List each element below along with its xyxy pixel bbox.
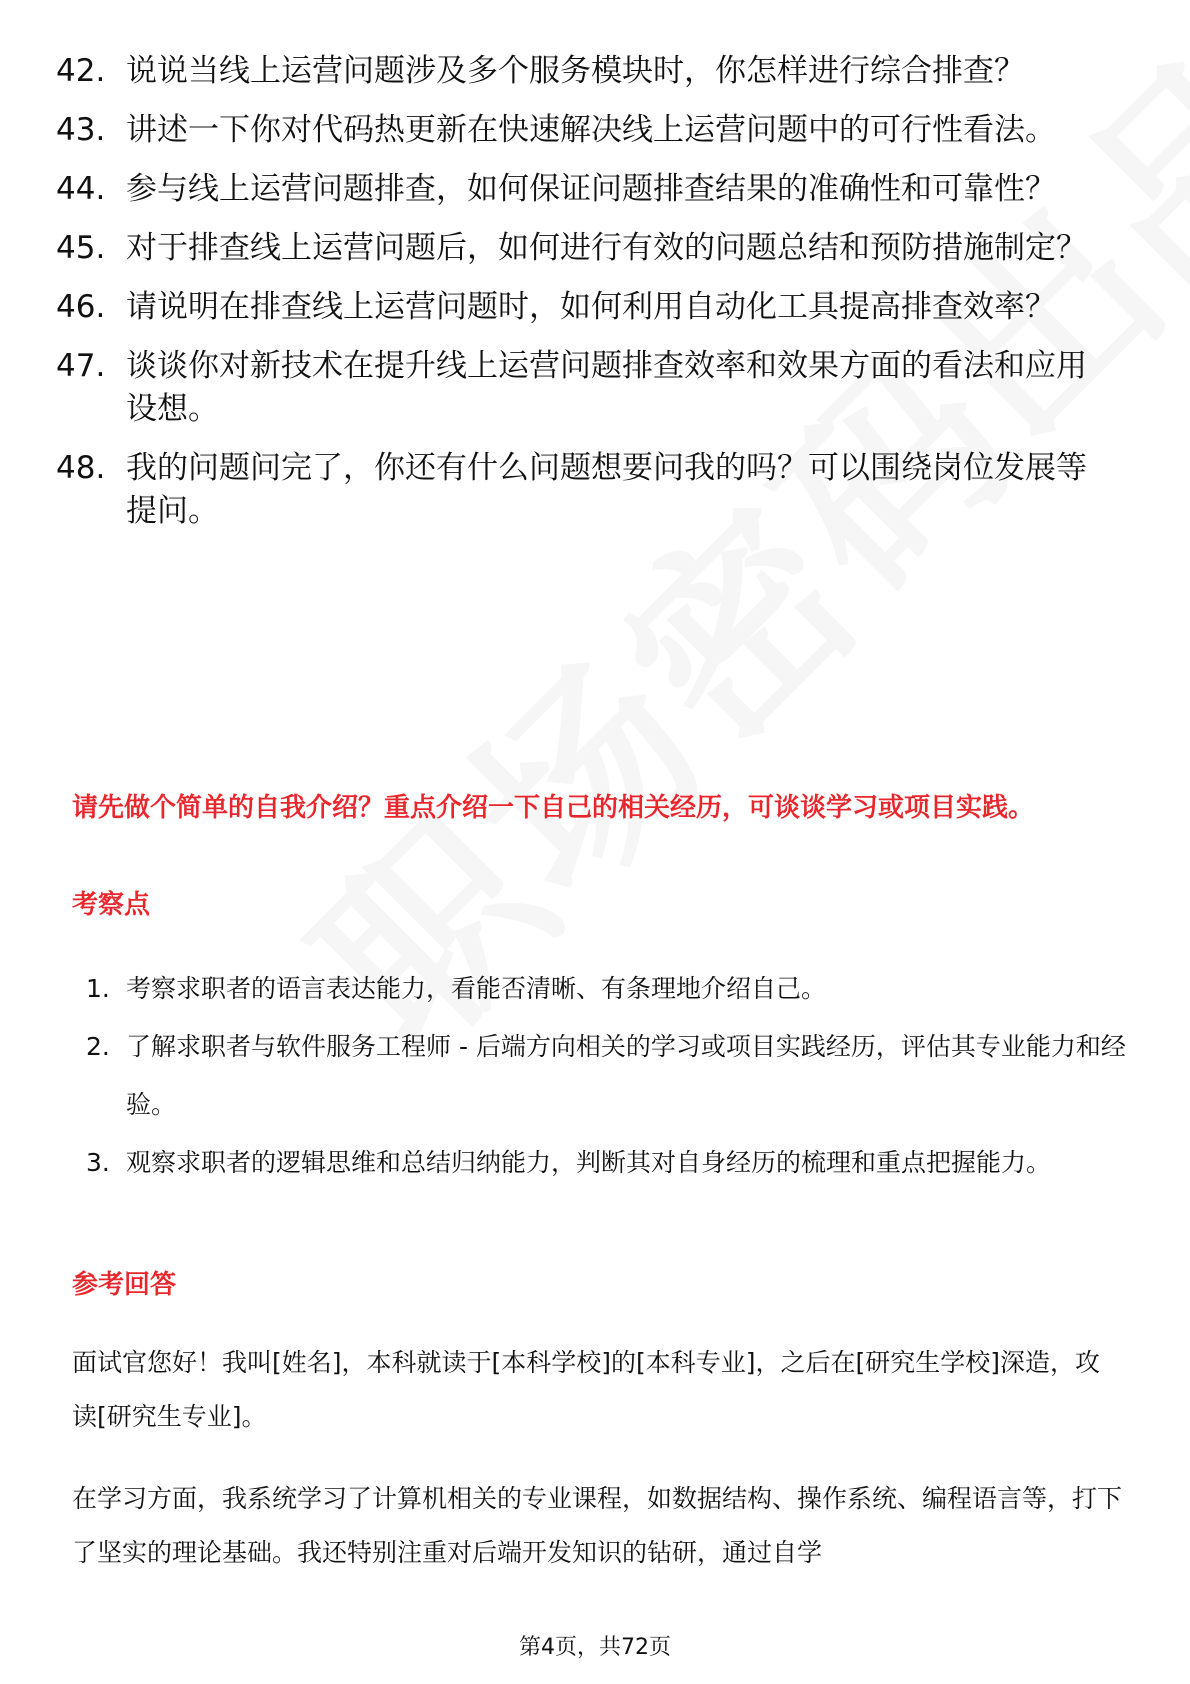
main-question-heading: 请先做个简单的自我介绍？重点介绍一下自己的相关经历，可谈谈学习或项目实践。 <box>72 793 1035 823</box>
question-number: 44. <box>56 171 106 207</box>
point-text: 了解求职者与软件服务工程师 - 后端方向相关的学习或项目实践经历，评估其专业能力和经验。 <box>126 1032 1126 1119</box>
point-number: 2. <box>86 1032 110 1061</box>
question-text: 对于排查线上运营问题后，如何进行有效的问题总结和预防措施制定？ <box>126 230 1087 266</box>
examine-point <box>86 1018 1126 1134</box>
question-item <box>56 168 1116 211</box>
point-text: 观察求职者的逻辑思维和总结归纳能力，判断其对自身经历的梳理和重点把握能力。 <box>126 1148 1052 1177</box>
point-number: 3. <box>86 1148 110 1177</box>
question-number: 46. <box>56 289 106 325</box>
question-text: 请说明在排查线上运营问题时，如何利用自动化工具提高排查效率？ <box>126 289 1056 325</box>
question-item <box>56 50 1116 93</box>
answer-paragraph: 面试官您好！我叫[姓名]，本科就读于[本科学校]的[本科专业]，之后在[研究生学校]深造，攻读[研究生专业]。 <box>72 1348 1101 1431</box>
point-number: 1. <box>86 974 110 1003</box>
question-number: 42. <box>56 53 106 89</box>
examine-points-list <box>86 960 1126 1192</box>
reference-answer-label: 参考回答 <box>72 1270 177 1300</box>
question-number: 43. <box>56 112 106 148</box>
question-text: 参与线上运营问题排查，如何保证问题排查结果的准确性和可靠性？ <box>126 171 1056 207</box>
question-text: 我的问题问完了，你还有什么问题想要问我的吗？可以围绕岗位发展等提问。 <box>126 450 1087 529</box>
point-text: 考察求职者的语言表达能力，看能否清晰、有条理地介绍自己。 <box>126 974 827 1003</box>
question-item <box>56 109 1116 152</box>
question-item <box>56 227 1116 270</box>
question-text: 谈谈你对新技术在提升线上运营问题排查效率和效果方面的看法和应用设想。 <box>126 348 1087 427</box>
examine-point <box>86 1134 1126 1192</box>
question-number: 48. <box>56 450 106 486</box>
examine-points-label: 考察点 <box>72 890 151 920</box>
question-text: 讲述一下你对代码热更新在快速解决线上运营问题中的可行性看法。 <box>126 112 1056 148</box>
question-item <box>56 447 1116 533</box>
question-number: 47. <box>56 348 106 384</box>
question-number: 45. <box>56 230 106 266</box>
question-list <box>56 50 1116 549</box>
question-text: 说说当线上运营问题涉及多个服务模块时，你怎样进行综合排查？ <box>126 53 1025 89</box>
examine-point <box>86 960 1126 1018</box>
question-item <box>56 286 1116 329</box>
page-footer: 第4页，共72页 <box>519 1635 671 1660</box>
answer-paragraph: 在学习方面，我系统学习了计算机相关的专业课程，如数据结构、操作系统、编程语言等，打下了坚实的理论基础。我还特别注重对后端开发知识的钻研，通过自学 <box>72 1484 1123 1567</box>
question-item <box>56 345 1116 431</box>
